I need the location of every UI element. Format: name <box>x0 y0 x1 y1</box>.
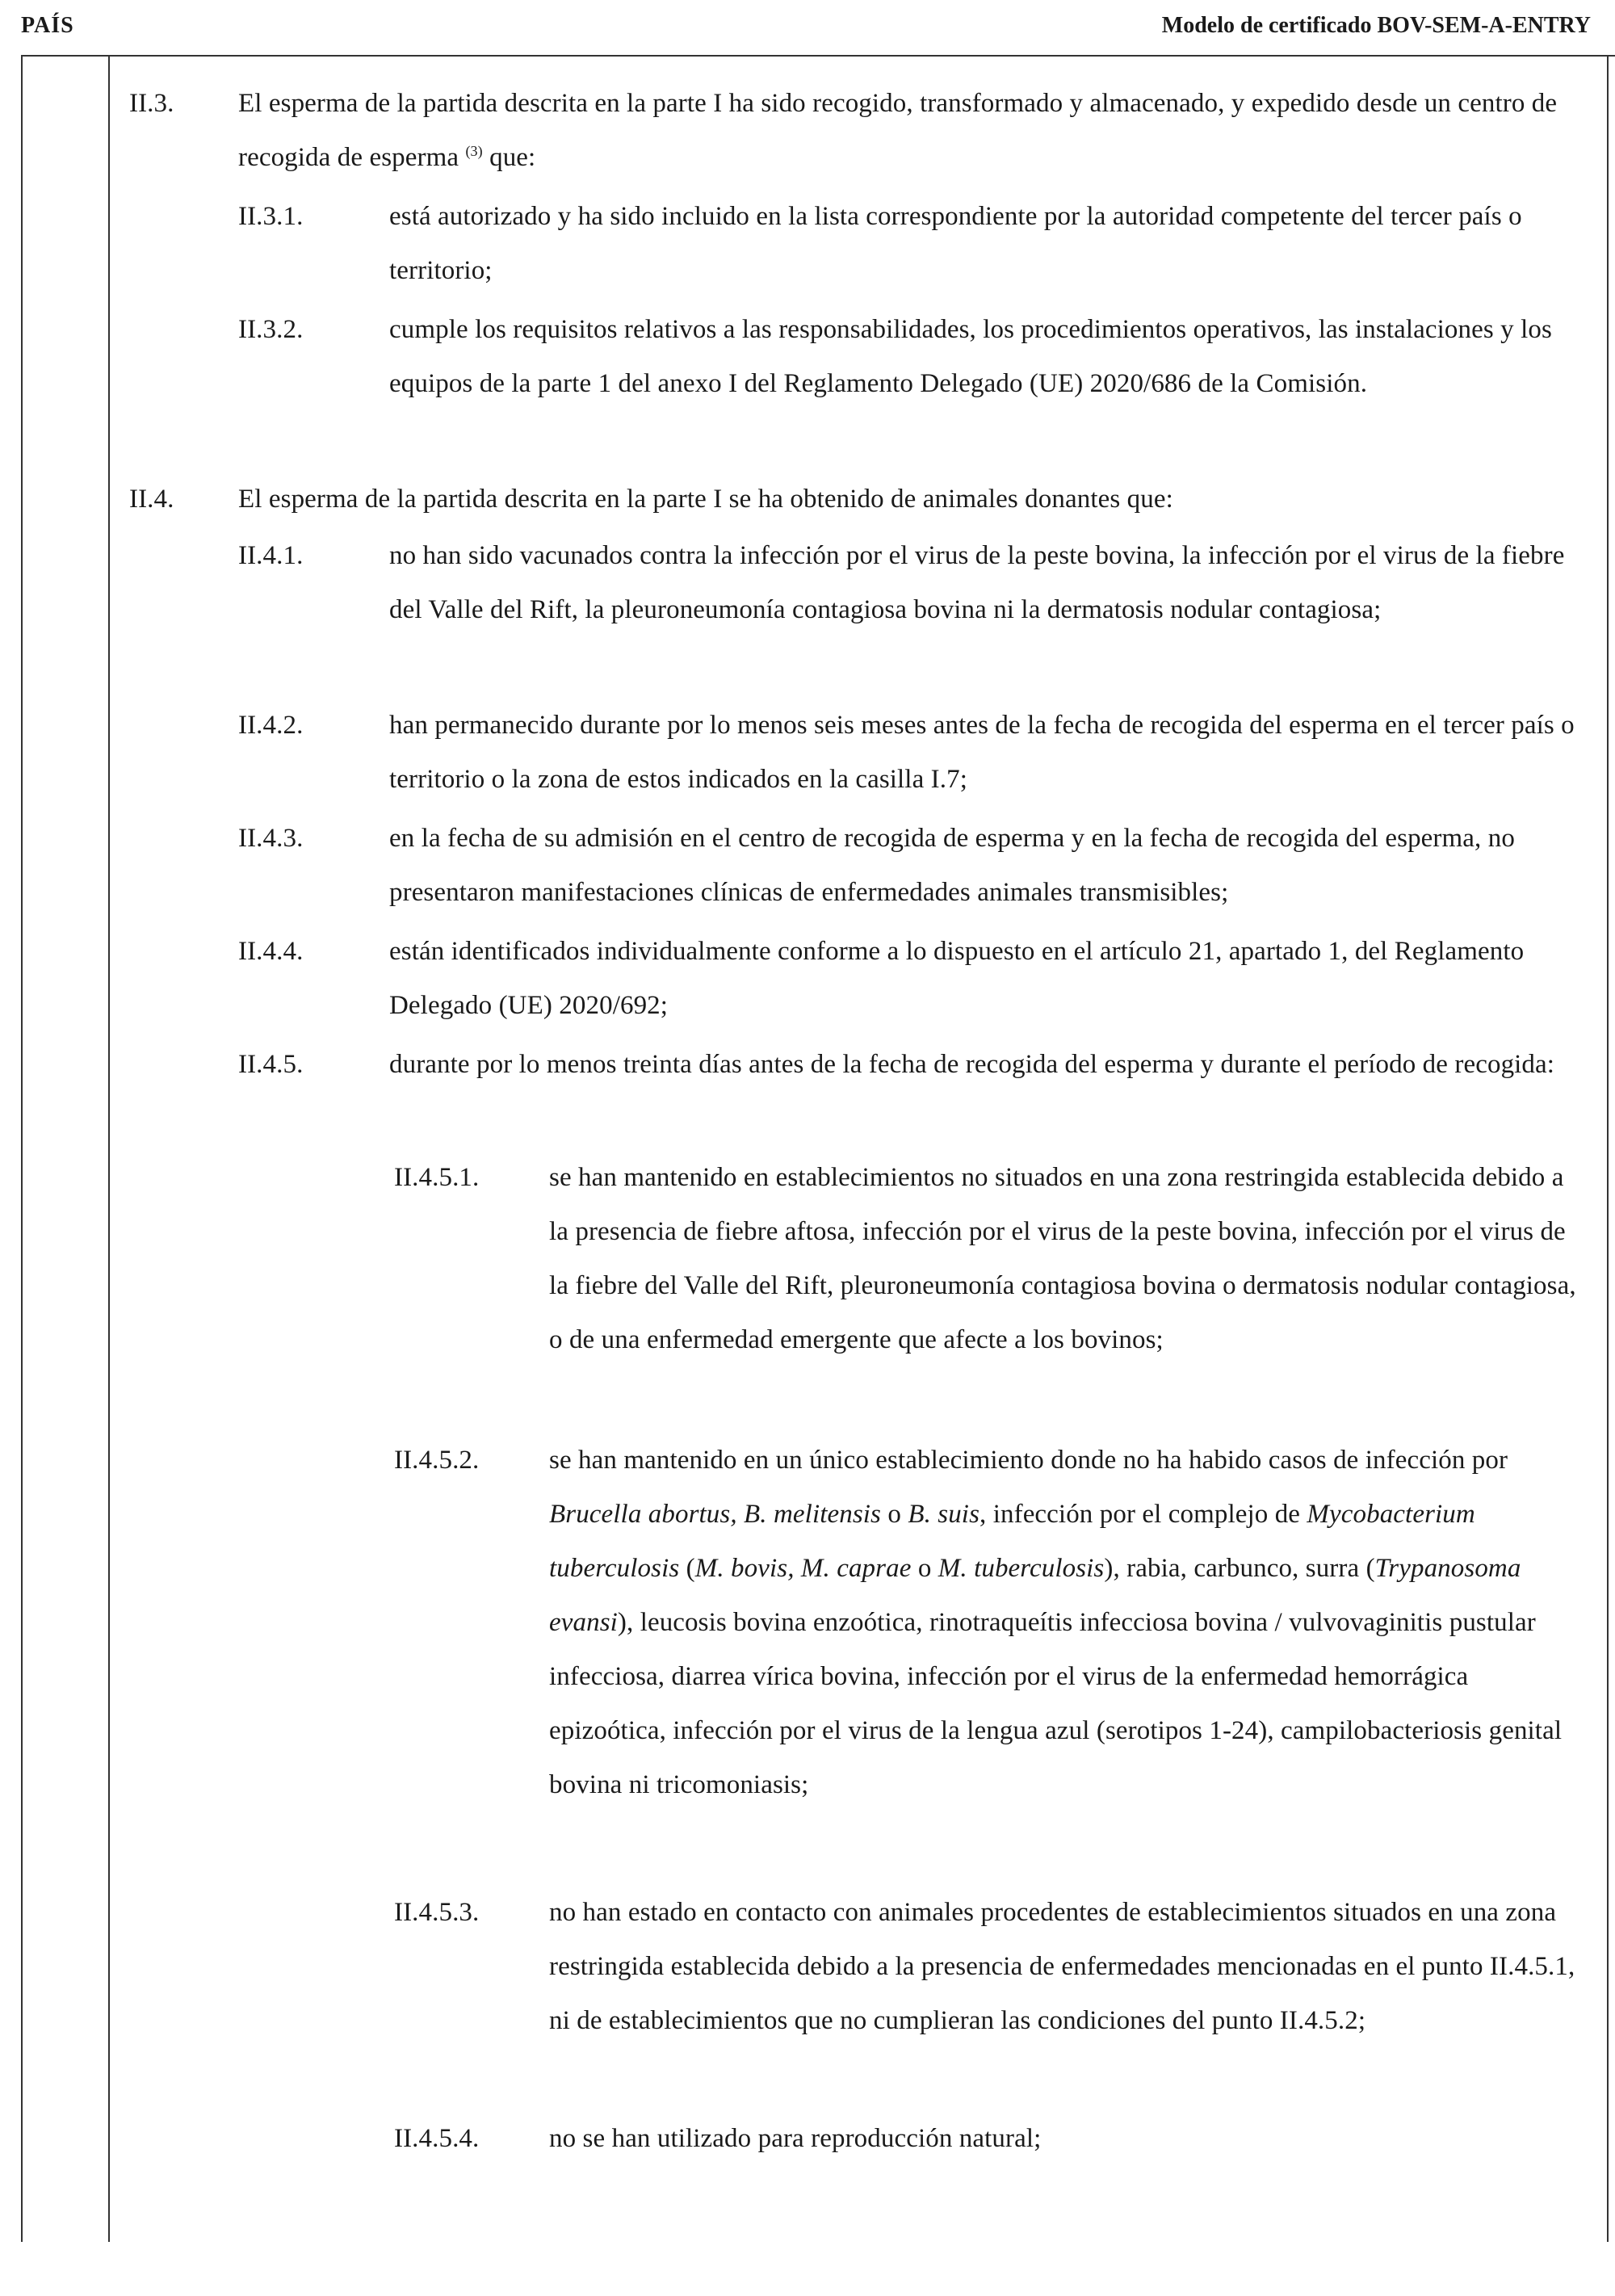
clause-text: han permanecido durante por lo menos seis meses antes de la fecha de recogida del esperma en el tercer país o territorio o la zona de estos indicados en la casilla I.7; <box>389 711 1575 794</box>
clause-text: durante por lo menos treinta días antes de la fecha de recogida del esperma y durante el período de recogida: <box>389 1050 1555 1079</box>
certificate-model-title: Modelo de certificado BOV-SEM-A-ENTRY <box>1161 13 1591 38</box>
species-name: M. tuberculosis <box>938 1554 1105 1583</box>
clause-number: II.4. <box>129 485 174 514</box>
frame-left-border <box>21 55 23 2242</box>
clause-text: se han mantenido en establecimientos no situados en una zona restringida establecida debido a la presencia de fiebre aftosa, infección por el virus de la peste bovina, infección por el virus de la fiebre del Valle del Rift, pleuroneumonía contagiosa bovina o dermatosis nodular contagiosa, o de una enfermedad emergente que afecte a los bovinos; <box>549 1163 1576 1354</box>
species-name: M. bovis, M. caprae <box>694 1554 912 1583</box>
footnote-reference: (3) <box>465 143 483 159</box>
clause-number: II.4.4. <box>238 937 304 966</box>
species-name: Trypanosoma evansi <box>549 1554 1521 1637</box>
clause-text: El esperma de la partida descrita en la parte I se ha obtenido de animales donantes que: <box>238 485 1173 514</box>
clause-number: II.4.3. <box>238 824 304 853</box>
clause-number: II.4.5.3. <box>394 1898 480 1927</box>
clause-text: está autorizado y ha sido incluido en la lista correspondiente por la autoridad competente del tercer país o territorio; <box>389 202 1522 285</box>
clause-text: El esperma de la partida descrita en la parte I ha sido recogido, transformado y almacenado, y expedido desde un centro de recogida de esperma $^{(3)}$ que: <box>238 89 1558 172</box>
clause-text: están identificados individualmente conforme a lo dispuesto en el artículo 21, apartado 1, del Reglamento Delegado (UE) 2020/692; <box>389 937 1525 1020</box>
clause-number: II.4.5.1. <box>394 1163 480 1192</box>
country-label: PAÍS <box>21 13 74 38</box>
clause-text: en la fecha de su admisión en el centro de recogida de esperma y en la fecha de recogida del esperma, no presentaron manifestaciones clínicas de enfermedades animales transmisibles; <box>389 824 1515 907</box>
frame-inner-border <box>108 55 110 2242</box>
clause-text: cumple los requisitos relativos a las responsabilidades, los procedimientos operativos, las instalaciones y los equipos de la parte 1 del anexo I del Reglamento Delegado (UE) 2020/686 de la Comisión. <box>389 315 1552 398</box>
species-name: Mycobacterium tuberculosis <box>549 1500 1475 1583</box>
frame-right-border <box>1607 55 1609 2242</box>
clause-text: no se han utilizado para reproducción natural; <box>549 2124 1042 2153</box>
frame-top-border <box>21 55 1615 57</box>
clause-number: II.4.5. <box>238 1050 304 1079</box>
clause-number: II.4.1. <box>238 541 304 570</box>
clause-number: II.3.1. <box>238 202 304 231</box>
clause-number: II.4.5.4. <box>394 2124 480 2153</box>
clause-number: II.4.5.2. <box>394 1446 480 1475</box>
clause-number: II.3. <box>129 89 174 118</box>
clause-text: no han sido vacunados contra la infección por el virus de la peste bovina, la infección por el virus de la fiebre del Valle del Rift, la pleuroneumonía contagiosa bovina ni la dermatosis nodular contagiosa; <box>389 541 1565 624</box>
species-name: Brucella abortus, B. melitensis <box>549 1500 881 1529</box>
clause-text: no han estado en contacto con animales procedentes de establecimientos situados en una zona restringida establecida debido a la presencia de enfermedades mencionadas en el punto II.4.5.1, ni de establecimientos que no cumplieran las condiciones del punto II.4.5.2; <box>549 1898 1575 2035</box>
clause-number: II.4.2. <box>238 711 304 740</box>
clause-text: se han mantenido en un único establecimiento donde no ha habido casos de infección por Brucella abortus, B. melitensis o B. suis, infección por el complejo de Mycobacterium tuberculosis (M. bovis, M. caprae o M. tuberculosis), rabia, carbunco, surra (Trypanosoma evansi), leucosis bovina enzoótica, rinotraqueítis infecciosa bovina / vulvovaginitis pustular infecciosa, diarrea vírica bovina, infección por el virus de la enfermedad hemorrágica epizoótica, infección por el virus de la lengua azul (serotipos 1-24), campilobacteriosis genital bovina ni tricomoniasis; <box>549 1446 1563 1799</box>
clause-number: II.3.2. <box>238 315 304 344</box>
species-name: B. suis <box>908 1500 980 1529</box>
